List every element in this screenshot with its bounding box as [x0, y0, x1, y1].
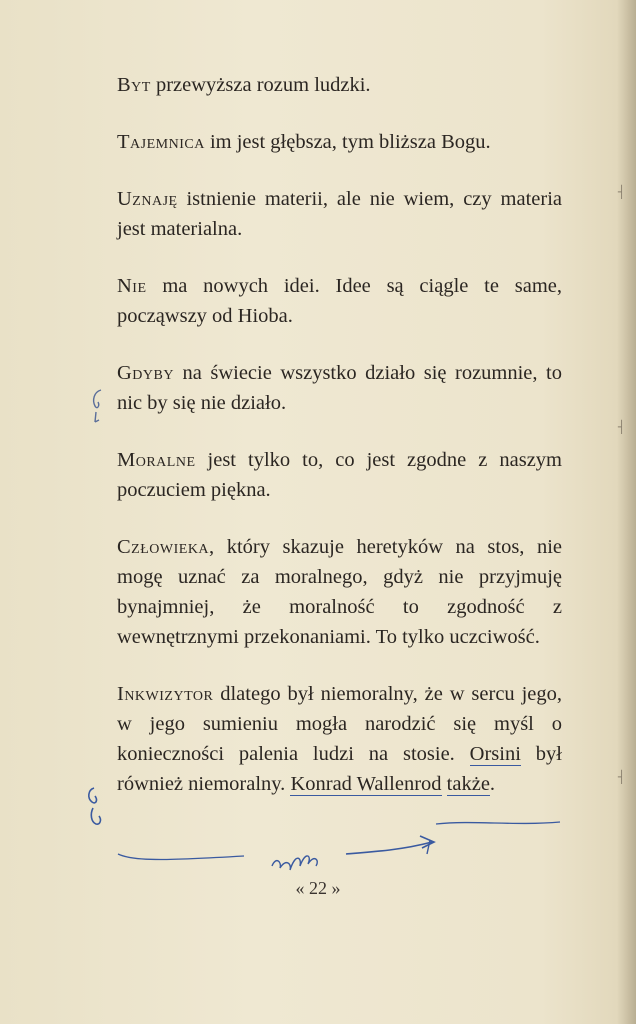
paragraph-body: dlatego był niemoralny, że w sercu jego, w jego sumieniu mogła narodzić się myśl o konieczności palenia ludzi na stosie. [117, 683, 562, 765]
paragraph-body: im jest głębsza, tym bliższa Bogu. [204, 131, 491, 153]
paragraph-lead: Człowieka [117, 536, 210, 558]
paragraph-lead: Inkwizytor [117, 683, 214, 705]
paragraph-body: istnienie materii, ale nie wiem, czy materia jest materialna. [117, 188, 562, 240]
underline-stroke-lenrod [114, 850, 254, 866]
edge-tick: ┤ [618, 420, 626, 434]
paragraph-lead: Gdyby [117, 362, 174, 384]
paragraph-lead: Nie [117, 275, 147, 297]
underlined-orsini: Orsini [469, 743, 521, 765]
paragraph-4 [117, 271, 562, 331]
paragraph-body-mid: był również niemoralny. [117, 743, 562, 795]
space [442, 773, 447, 795]
paragraph-3 [117, 184, 562, 244]
margin-mark-gdyby [86, 386, 108, 436]
paragraph-lead: Byt [117, 74, 151, 96]
paragraph-lead: Moralne [117, 449, 196, 471]
paragraph-lead: Tajemnica [117, 131, 205, 153]
edge-tick: ┤ [618, 185, 626, 199]
paragraph-2 [117, 127, 562, 157]
edge-tick: ┤ [618, 770, 626, 784]
paragraph-8 [117, 679, 562, 799]
paragraph-body: jest tylko to, co jest zgodne z naszym poczuciem piękna. [117, 449, 562, 501]
underlined-konrad-wallenrod: Konrad Wallenrod [290, 773, 442, 795]
paragraph-body: , który skazuje heretyków na stos, nie mogę uznać za moralnego, gdyż nie przyjmuję bynajmniej, że moralność to zgodność z wewnętrznymi przekonaniami. To tylko uczciwość. [117, 536, 562, 648]
page-number: « 22 » [295, 878, 341, 898]
paragraph-7 [117, 532, 562, 652]
page-text [117, 70, 562, 826]
underlined-takze: także [446, 773, 490, 795]
margin-mark-orsini [82, 780, 112, 840]
paragraph-lead: Uznaję [117, 188, 178, 210]
paragraph-6 [117, 445, 562, 505]
paragraph-body: przewyższa rozum ludzki. [150, 74, 371, 96]
paragraph-body: ma nowych idei. Idee są ciągle te same, począwszy od Hioba. [117, 275, 562, 327]
paragraph-5 [117, 358, 562, 418]
paragraph-end: . [489, 773, 496, 795]
paragraph-1 [117, 70, 562, 100]
paragraph-body: na świecie wszystko działo się rozumnie, to nic by się nie działo. [117, 362, 562, 414]
